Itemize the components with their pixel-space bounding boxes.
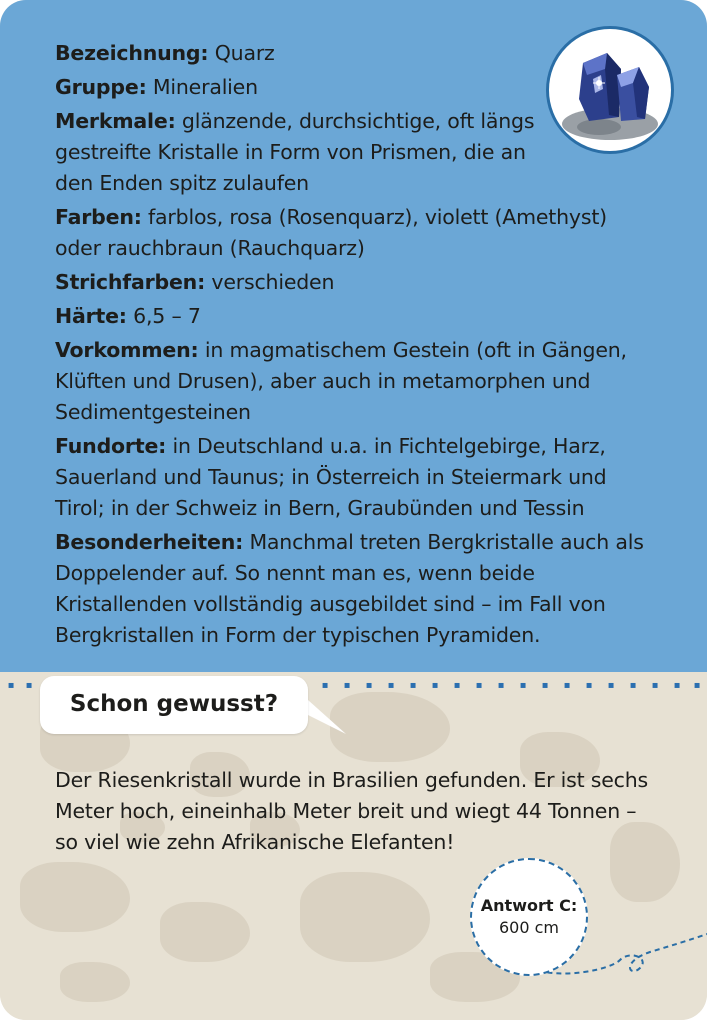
entry-value: in magmatischem Gestein (oft in Gängen, Klüften und Drusen), aber auch in metamorphen und Sedimentgesteinen [55,338,627,424]
answer-label: Antwort C: [480,896,578,915]
entry-value: farblos, rosa (Rosenquarz), violett (Amethyst) oder rauchbraun (Rauchquarz) [55,205,607,260]
animal-icon: ▪ [343,680,351,691]
animal-icon: ▪ [629,680,637,691]
entry-besonderheiten [55,527,655,651]
answer-badge [470,858,588,976]
animal-icon: ▪ [541,680,549,691]
animal-icon: ▪ [673,680,681,691]
entry-value: Quarz [208,41,275,65]
entry-label: Farben: [55,205,142,229]
crystal-icon [549,29,671,151]
entry-farben [55,202,615,264]
entry-label: Vorkommen: [55,338,199,362]
animal-icon: ▪ [431,680,439,691]
entry-value: in Deutschland u.a. in Fichtelgebirge, Harz, Sauerland und Taunus; in Österreich in Steiermark und Tirol; in der Schweiz in Bern, Graubünden und Tessin [55,434,607,520]
entry-label: Merkmale: [55,109,176,133]
entry-label: Bezeichnung: [55,41,209,65]
animal-icon: ▪ [563,680,571,691]
animal-icon: ▪ [497,680,505,691]
entry-label: Strichfarben: [55,270,206,294]
animal-icon: ▪ [475,680,483,691]
entry-label: Fundorte: [55,434,167,458]
animal-icon: ▪ [7,680,15,691]
entry-label: Härte: [55,304,127,328]
entry-merkmale [55,106,555,199]
animal-icon: ▪ [607,680,615,691]
animal-icon: ▪ [409,680,417,691]
animal-icon: ▪ [519,680,527,691]
entry-label: Gruppe: [55,75,147,99]
fact-text: Der Riesenkristall wurde in Brasilien gefunden. Er ist sechs Meter hoch, eineinhalb Meter breit und wiegt 44 Tonnen – so viel wie zehn Afrikanische Elefanten! [55,768,649,854]
animal-icon: ▪ [365,680,373,691]
speech-bubble [40,676,308,734]
quartz-crystal-image [546,26,674,154]
entry-fundorte [55,431,645,524]
animal-icon: ▪ [453,680,461,691]
entry-strichfarben [55,267,675,298]
entry-value: verschieden [205,270,335,294]
animal-icon: ▪ [321,680,329,691]
animal-icon: ▪ [585,680,593,691]
entry-haerte [55,301,675,332]
animal-icon: ▪ [25,680,33,691]
entry-value: 6,5 – 7 [126,304,201,328]
entry-value: glänzende, durchsichtige, oft längs gestreifte Kristalle in Form von Prismen, die an den Enden spitz zulaufen [55,109,535,195]
answer-value: 600 cm [498,918,559,937]
entry-vorkommen [55,335,675,428]
entry-value: Manchmal treten Bergkristalle auch als Doppelender auf. So nennt man es, wenn beide Kristallenden vollständig ausgebildet sind – im Fall von Bergkristallen in Form der typischen Pyramiden. [55,530,644,647]
animal-icon: ▪ [387,680,395,691]
animal-icon: ▪ [693,680,701,691]
bubble-title: Schon gewusst? [69,691,279,717]
entry-label: Besonderheiten: [55,530,244,554]
animal-icon: ▪ [651,680,659,691]
entry-value: Mineralien [146,75,258,99]
